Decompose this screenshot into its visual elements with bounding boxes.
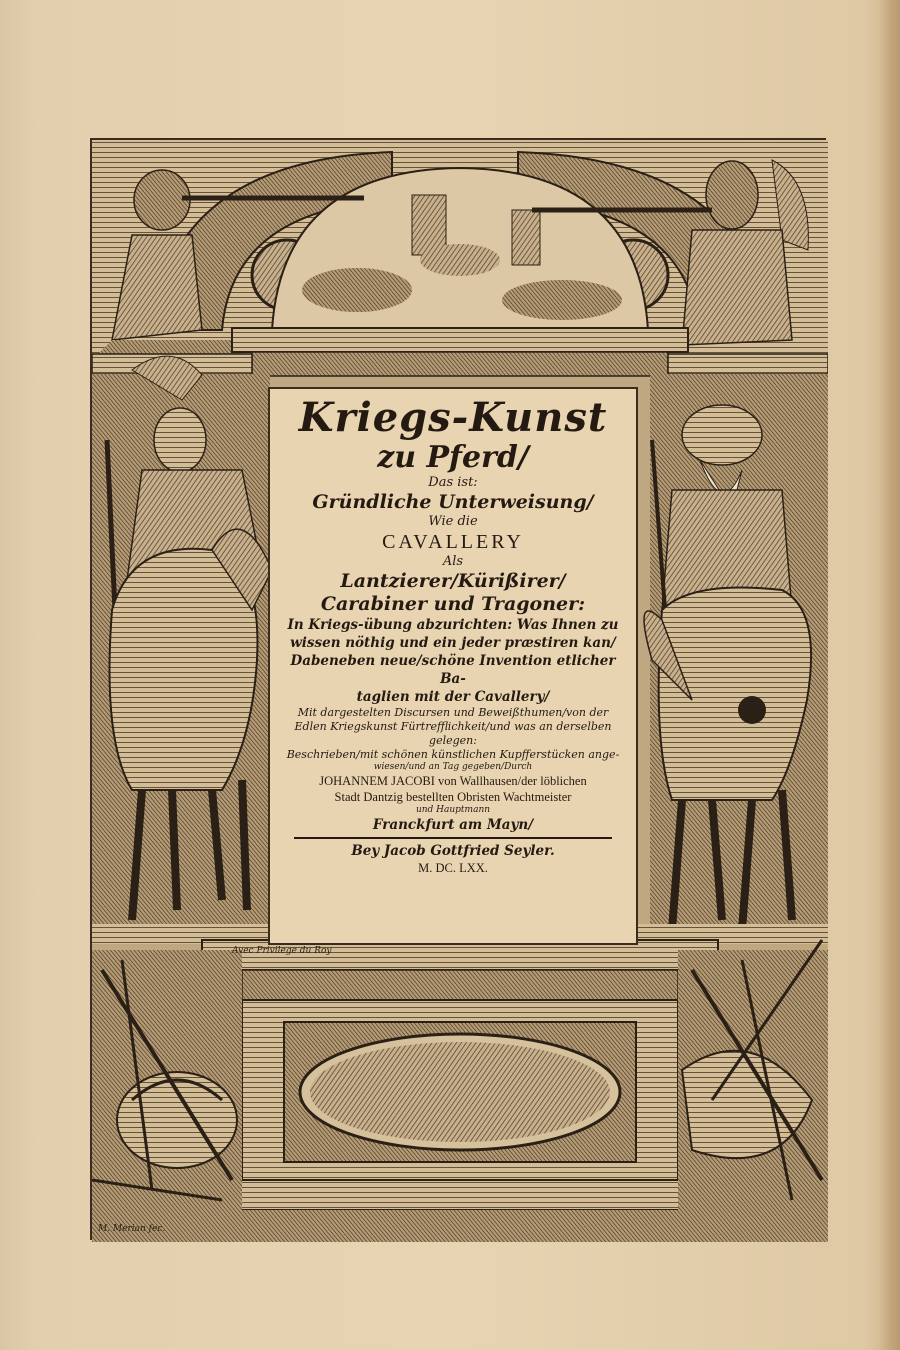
cavallery-heading: CAVALLERY: [382, 531, 524, 553]
subtitle-grundliche: Gründliche Unterweisung/: [312, 491, 594, 513]
imprint-publisher: Bey Jacob Gottfried Seyler.: [351, 843, 555, 859]
book-title: Kriegs-Kunst: [298, 394, 608, 441]
body-line: Edlen Kriegskunst Fürtrefflichkeit/und was an derselben: [294, 720, 612, 733]
privilege-caption: Avec Privilege du Roy: [232, 946, 332, 956]
body-line: wissen nöthig und ein jeder præstiren kan/: [290, 635, 616, 651]
body-line: wiesen/und an Tag gegeben/Durch: [373, 762, 533, 772]
imprint-place: Franckfurt am Mayn/: [372, 817, 534, 833]
engraver-signature: M. Merian fec.: [98, 1224, 166, 1234]
body-line: Dabeneben neue/schöne Invention etlicher Ba-: [290, 653, 616, 687]
line-carabiner: Carabiner und Tragoner:: [320, 593, 586, 615]
author-line: Stadt Dantzig bestellten Obristen Wachtmeister: [334, 790, 572, 804]
body-line: Beschrieben/mit schönen künstlichen Kupfferstücken ange-: [286, 748, 620, 761]
title-tablet: [268, 387, 638, 945]
body-line: taglien mit der Cavallery/: [356, 689, 550, 705]
body-line: Mit dargestelten Discursen und Beweißthumen/von der: [297, 706, 609, 719]
line-lantzierer: Lantzierer/Kürißirer/: [340, 570, 566, 592]
page-edge: [878, 0, 900, 1350]
body-line: In Kriegs-übung abzurichten: Was Ihnen zu: [287, 617, 619, 633]
author-line: und Hauptmann: [415, 805, 491, 815]
als: Als: [442, 554, 464, 569]
book-title-line2: zu Pferd/: [377, 440, 529, 475]
author-line: JOHANNEM JACOBI von Wallhausen/der löblichen: [319, 774, 587, 788]
das-ist: Das ist:: [428, 475, 478, 490]
imprint-year: M. DC. LXX.: [418, 861, 488, 875]
wie-die: Wie die: [428, 514, 478, 529]
body-line: gelegen:: [429, 734, 477, 747]
imprint-rule: [294, 837, 612, 839]
